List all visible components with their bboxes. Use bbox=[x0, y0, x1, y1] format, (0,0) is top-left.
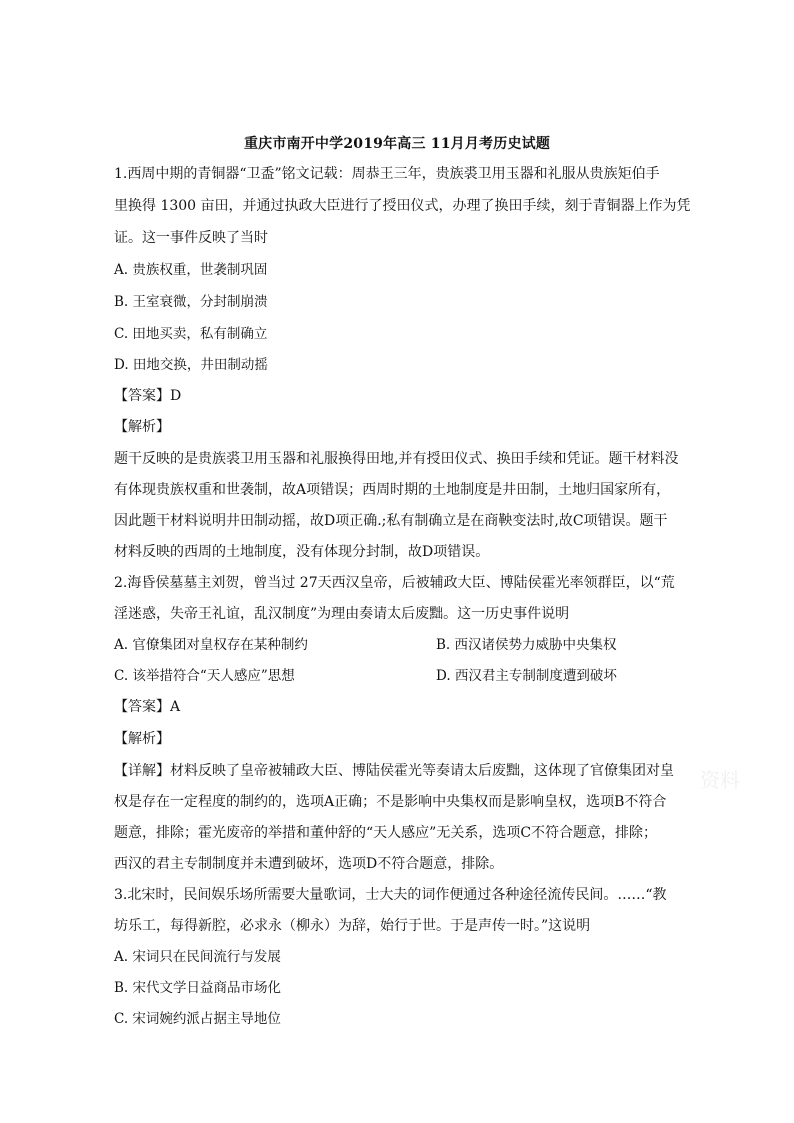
q2-answer: 【答案】A bbox=[114, 699, 181, 715]
watermark: 资料 bbox=[700, 768, 740, 792]
q2-stem-line-1: 2.海昏侯墓墓主刘贺，曾当过 27天西汉皇帝，后被辅政大臣、博陆侯霍光率领群臣，以“荒 bbox=[114, 575, 675, 591]
q1-stem-line-1: 1.西周中期的青铜器“卫盉”铭文记载：周恭王三年，贵族裘卫用玉器和礼服从贵族矩伯手 bbox=[114, 166, 660, 182]
q1-option-a: A. 贵族权重，世袭制巩固 bbox=[114, 262, 268, 278]
q3-option-a: A. 宋词只在民间流行与发展 bbox=[114, 949, 281, 965]
q2-analysis-label: 【解析】 bbox=[114, 731, 170, 747]
q2-option-c: C. 该举措符合“天人感应”思想 bbox=[114, 668, 295, 684]
q1-option-c: C. 田地买卖，私有制确立 bbox=[114, 326, 268, 342]
q2-analysis-line-3: 题意，排除；霍光废帝的举措和董仲舒的“天人感应”无关系，选项C不符合题意，排除； bbox=[114, 825, 658, 841]
q3-stem-line-1: 3.北宋时，民间娱乐场所需要大量歌词，士大夫的词作便通过各种途径流传民间。……“教 bbox=[114, 887, 667, 903]
q1-analysis-line-3: 因此题干材料说明井田制动摇，故D项正确.;私有制确立是在商鞅变法时,故C项错误。题干 bbox=[114, 513, 668, 529]
q1-stem-line-2: 里换得 1300 亩田，并通过执政大臣进行了授田仪式，办理了换田手续，刻于青铜器上作为凭 bbox=[114, 198, 691, 214]
q1-analysis-line-2: 有体现贵族权重和世袭制，故A项错误；西周时期的土地制度是井田制，土地归国家所有， bbox=[114, 482, 671, 498]
q1-option-d: D. 田地交换，井田制动摇 bbox=[114, 357, 268, 373]
q2-option-d: D. 西汉君主专制制度遭到破坏 bbox=[436, 668, 617, 684]
q2-analysis-line-4: 西汉的君主专制制度并未遭到破坏，选项D不符合题意，排除。 bbox=[114, 856, 504, 872]
page-title: 重庆市南开中学2019年高三 11月月考历史试题 bbox=[243, 136, 551, 152]
q2-analysis-line-1: 【详解】材料反映了皇帝被辅政大臣、博陆侯霍光等奏请太后废黜，这体现了官僚集团对皇 bbox=[114, 763, 674, 779]
q3-option-b: B. 宋代文学日益商品市场化 bbox=[114, 980, 282, 996]
q1-analysis-line-4: 材料反映的西周的土地制度，没有体现分封制，故D项错误。 bbox=[114, 544, 490, 560]
q1-stem-line-3: 证。这一事件反映了当时 bbox=[114, 230, 268, 246]
q2-option-a: A. 官僚集团对皇权存在某种制约 bbox=[114, 637, 308, 653]
q1-analysis-line-1: 题干反映的是贵族裘卫用玉器和礼服换得田地,并有授田仪式、换田手续和凭证。题干材料没 bbox=[114, 451, 679, 467]
q3-stem-line-2: 坊乐工，每得新腔，必求永（柳永）为辞，始行于世。于是声传一时。”这说明 bbox=[114, 918, 591, 934]
q1-answer: 【答案】D bbox=[114, 388, 182, 404]
q2-stem-line-2: 淫迷惑，失帝王礼谊，乱汉制度”为理由奏请太后废黜。这一历史事件说明 bbox=[114, 606, 570, 622]
q3-option-c: C. 宋词婉约派占据主导地位 bbox=[114, 1011, 281, 1027]
q2-analysis-line-2: 权是存在一定程度的制约的，选项A正确；不是影响中央集权而是影响皇权，选项B不符合 bbox=[114, 794, 667, 810]
q1-option-b: B. 王室衰微，分封制崩溃 bbox=[114, 294, 268, 310]
q2-option-b: B. 西汉诸侯势力威胁中央集权 bbox=[436, 637, 617, 653]
q1-analysis-label: 【解析】 bbox=[114, 419, 170, 435]
